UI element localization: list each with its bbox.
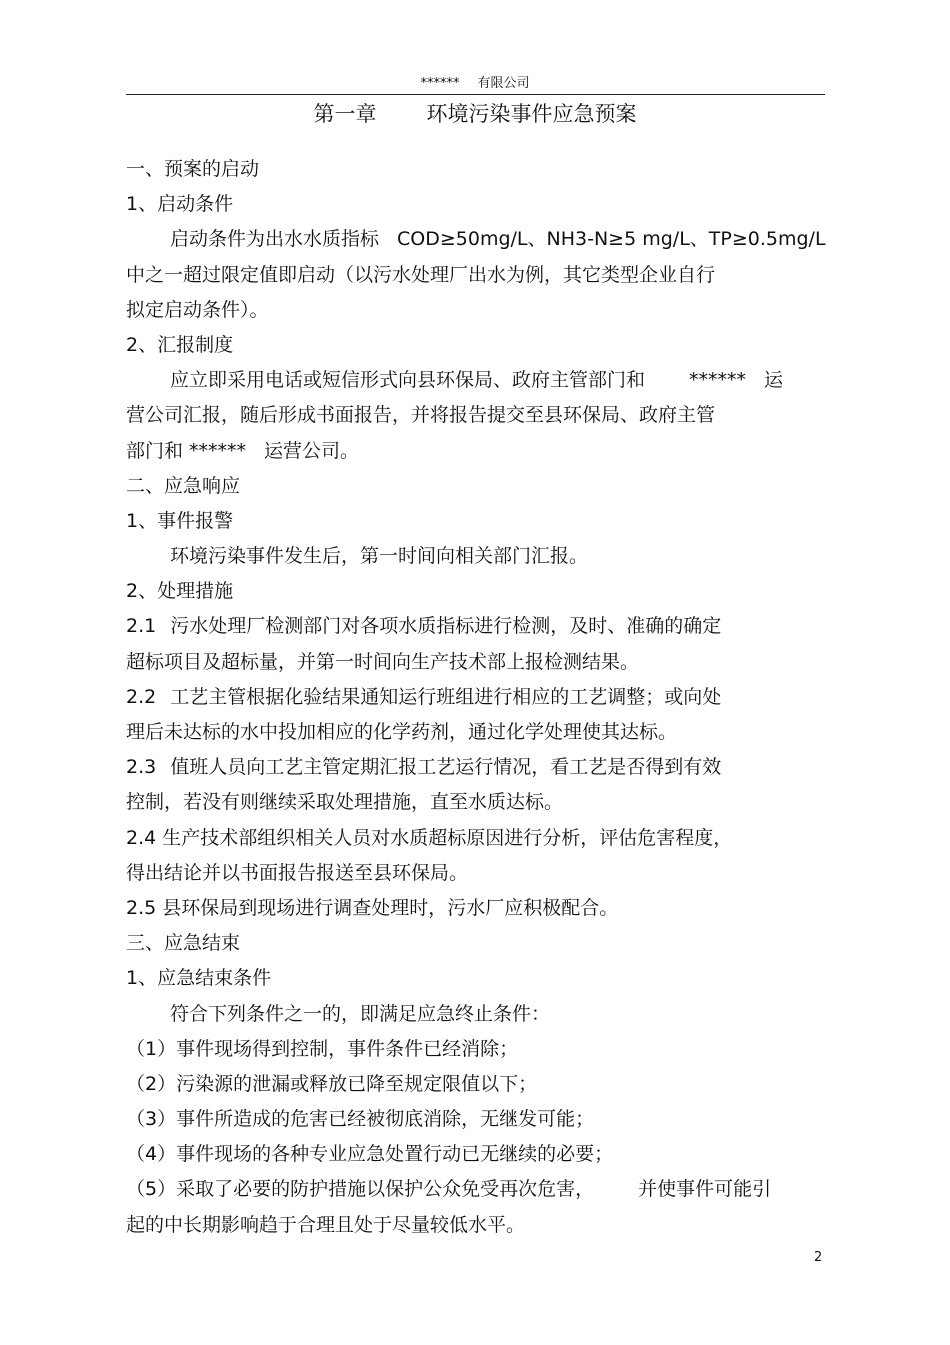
- subsection-heading: 1、事件报警: [126, 509, 234, 532]
- measure-item-2-4: 2.4 生产技术部组织相关人员对水质超标原因进行分析，评估危害程度，: [126, 826, 733, 849]
- text-run: 应立即采用电话或短信形式向县环保局、政府主管部门和: [170, 369, 646, 392]
- text-run: 部门和 ******: [126, 439, 247, 462]
- measure-item-2-1: [126, 609, 831, 644]
- subsection-heading: 2、处理措施: [126, 580, 234, 603]
- document-body: [126, 152, 831, 1243]
- paragraph-line: [126, 222, 831, 257]
- text-run: 运: [764, 369, 784, 392]
- page-number: 2: [814, 1250, 823, 1265]
- page-header: [0, 72, 950, 91]
- text-run: 启动条件为出水水质指标: [170, 228, 380, 251]
- paragraph-line: [126, 434, 831, 469]
- text-run: 运营公司。: [264, 439, 360, 462]
- measure-item-2-2: [126, 680, 831, 715]
- paragraph-line: 环境污染事件发生后，第一时间向相关部门汇报。: [170, 545, 589, 568]
- paragraph-line: [126, 363, 831, 398]
- item-number: 2.3: [126, 756, 157, 779]
- paragraph-line: 控制，若没有则继续采取处理措施，直至水质达标。: [126, 791, 564, 814]
- text-run: 污水处理厂检测部门对各项水质指标进行检测，及时、准确的确定: [170, 615, 722, 638]
- section-heading: 一、预案的启动: [126, 158, 260, 180]
- condition-item-5: [126, 1172, 831, 1207]
- section-heading: 三、应急结束: [126, 932, 241, 955]
- text-run: 值班人员向工艺主管定期汇报工艺运行情况，看工艺是否得到有效: [170, 756, 722, 779]
- chapter-title: [0, 98, 950, 128]
- paragraph-line: 符合下列条件之一的，即满足应急终止条件：: [170, 1002, 551, 1025]
- water-quality-limits: COD≥50mg/L、NH3-N≥5 mg/L、TP≥0.5mg/L: [397, 228, 826, 251]
- item-number: 2.1: [126, 615, 157, 638]
- paragraph-line: 中之一超过限定值即启动（以污水处理厂出水为例，其它类型企业自行: [126, 263, 716, 286]
- condition-item-3: （3）事件所造成的危害已经被彻底消除，无继发可能；: [126, 1108, 595, 1131]
- header-company-mask: ******: [420, 76, 460, 91]
- paragraph-line: 拟定启动条件）。: [126, 298, 269, 321]
- subsection-heading: 1、启动条件: [126, 193, 234, 216]
- paragraph-line: 超标项目及超标量，并第一时间向生产技术部上报检测结果。: [126, 650, 640, 673]
- condition-item-4: （4）事件现场的各种专业应急处置行动已无继续的必要；: [126, 1143, 614, 1166]
- chapter-heading: 环境污染事件应急预案: [426, 102, 637, 126]
- masked-company: ******: [689, 369, 747, 392]
- paragraph-line: 起的中长期影响趋于合理且处于尽量较低水平。: [126, 1213, 526, 1236]
- condition-item-1: （1）事件现场得到控制，事件条件已经消除；: [126, 1037, 519, 1060]
- paragraph-line: 得出结论并以书面报告报送至县环保局。: [126, 861, 469, 884]
- subsection-heading: 2、汇报制度: [126, 333, 234, 356]
- measure-item-2-3: [126, 750, 831, 785]
- text-run: 工艺主管根据化验结果通知运行班组进行相应的工艺调整；或向处: [170, 685, 722, 708]
- subsection-heading: 1、应急结束条件: [126, 967, 272, 990]
- paragraph-line: 理后未达标的水中投加相应的化学药剂，通过化学处理使其达标。: [126, 721, 678, 743]
- text-run: （5）采取了必要的防护措施以保护公众免受再次危害，: [126, 1178, 595, 1201]
- paragraph-line: 营公司汇报，随后形成书面报告，并将报告提交至县环保局、政府主管: [126, 404, 716, 427]
- text-run: 并使事件可能引: [638, 1178, 772, 1201]
- chapter-number: 第一章: [313, 102, 377, 126]
- header-rule: [126, 94, 825, 95]
- item-number: 2.2: [126, 685, 157, 708]
- condition-item-2: （2）污染源的泄漏或释放已降至规定限值以下；: [126, 1072, 538, 1095]
- header-company-name: 有限公司: [477, 76, 530, 91]
- measure-item-2-5: 2.5 县环保局到现场进行调查处理时，污水厂应积极配合。: [126, 896, 619, 919]
- section-heading: 二、应急响应: [126, 474, 241, 497]
